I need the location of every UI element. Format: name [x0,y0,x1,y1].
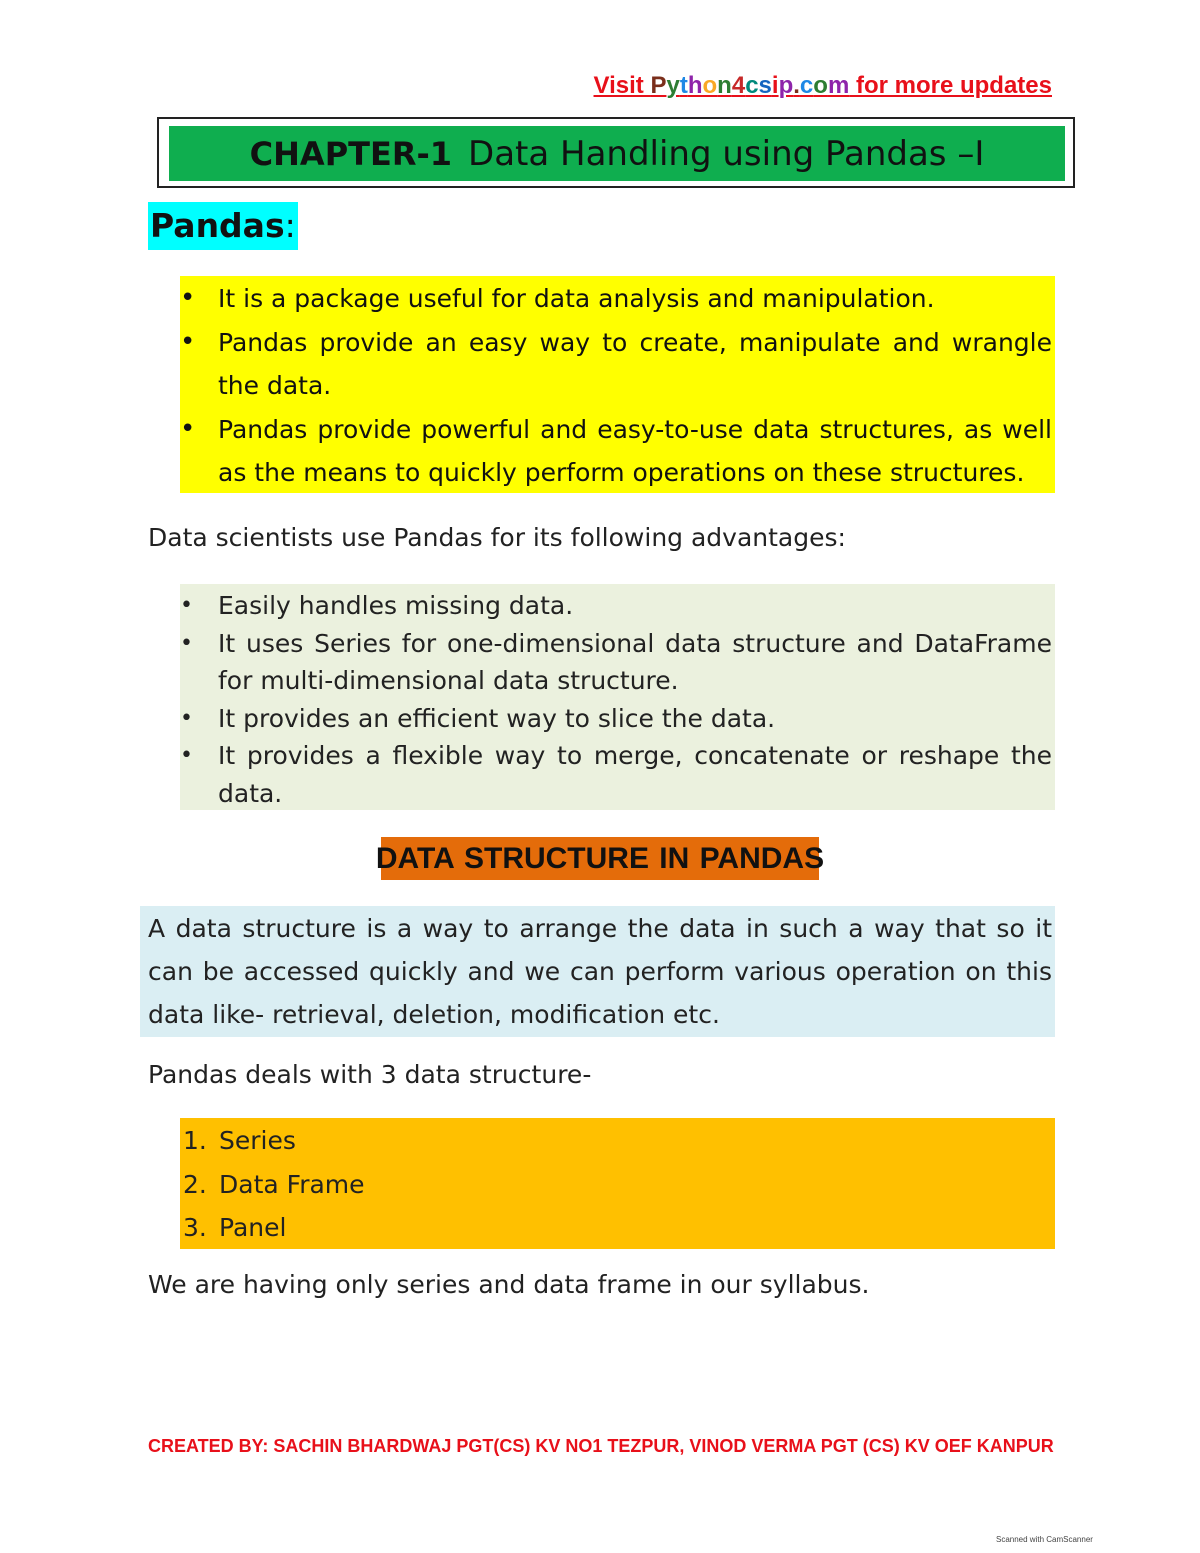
list-item: • Pandas provide powerful and easy-to-use data structures, as well as the means to quickly perform operations on these structures. [180,408,1052,495]
list-item: • Easily handles missing data. [180,587,1052,625]
chapter-number: CHAPTER-1 [249,134,453,173]
advantages-intro: Data scientists use Pandas for its following advantages: [148,523,846,552]
list-item: • It uses Series for one-dimensional data structure and DataFrame for multi-dimensional data structure. [180,625,1052,700]
syllabus-note: We are having only series and data frame in our syllabus. [148,1270,870,1299]
site-name: Python4csip.com [650,72,850,99]
list-item: • It is a package useful for data analysis and manipulation. [180,277,1052,321]
advantages-list [180,587,1052,812]
data-structure-definition: A data structure is a way to arrange the data in such a way that so it can be accessed quickly and we can perform various operation on this data like- retrieval, deletion, modification etc. [148,914,1052,1029]
list-item: 3. Panel [183,1213,287,1242]
list-item: 1. Series [183,1126,296,1155]
list-item: • It provides a flexible way to merge, concatenate or reshape the data. [180,737,1052,812]
list-item: 2. Data Frame [183,1169,365,1199]
structure-types-list [183,1119,365,1250]
pandas-bullet-list [180,277,1052,495]
visit-suffix: for more updates [849,72,1052,99]
chapter-subject: Data Handling using Pandas –I [468,133,985,174]
pandas-heading: Pandas: [148,202,298,250]
list-item: • It provides an efficient way to slice the data. [180,700,1052,738]
deals-intro: Pandas deals with 3 data structure- [148,1060,592,1089]
visit-site-link[interactable] [594,72,1052,100]
data-structure-heading: DATA STRUCTURE IN PANDAS [381,837,819,880]
list-item: • Pandas provide an easy way to create, manipulate and wrangle the data. [180,321,1052,408]
chapter-title-bar [169,126,1065,181]
visit-prefix: Visit [593,72,651,99]
credits-footer: CREATED BY: SACHIN BHARDWAJ PGT(CS) KV NO1 TEZPUR, VINOD VERMA PGT (CS) KV OEF KANPUR [148,1436,1054,1456]
scanner-watermark: Scanned with CamScanner [996,1535,1093,1544]
